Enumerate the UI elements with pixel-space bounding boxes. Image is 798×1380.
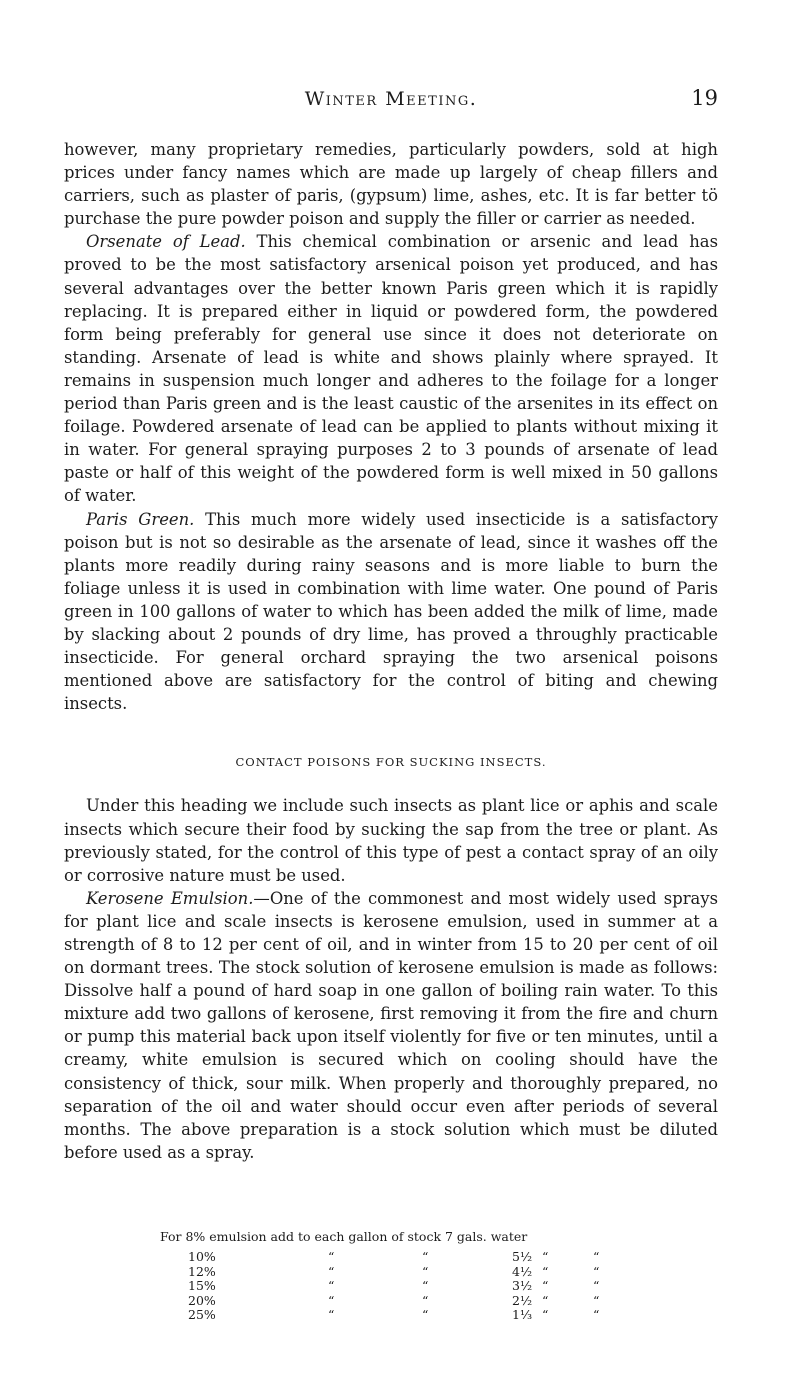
row-gallons: 2½ bbox=[512, 1292, 533, 1308]
row-gallons: 5½ bbox=[512, 1249, 533, 1264]
paragraph-text: This much more widely used insecticide is a satisfactory poison but is not so desirable as the arsenate of lead, since it washes off the plants more readily during rainy seasons and is more liable to burn the foliage unless it is used in combination with lime water. One pound of Paris green in 100 gallons of water to which has been added the milk of lime, made by slacking about 2 pounds of dry lime, has proved a throughly practicable insecticide. For general orchard spraying the two arsenical poisons mentioned above are satisfactory for the control of biting and chewing insects. bbox=[64, 509, 719, 714]
dilution-caption: For 8% emulsion add to each gallon of stock 7 gals. water bbox=[160, 1229, 528, 1244]
paragraph-paris-green bbox=[64, 508, 718, 716]
ditto-mark: “ bbox=[593, 1278, 600, 1293]
ditto-mark: “ bbox=[542, 1249, 549, 1264]
running-title: Winter Meeting. bbox=[304, 88, 478, 110]
section-heading: CONTACT POISONS FOR SUCKING INSECTS. bbox=[235, 755, 547, 770]
ditto-mark: “ bbox=[593, 1249, 600, 1264]
paragraph-powders bbox=[64, 138, 718, 230]
ditto-mark: “ bbox=[422, 1292, 429, 1308]
page-number: 19 bbox=[691, 86, 718, 110]
ditto-mark: “ bbox=[328, 1278, 335, 1293]
row-gallons: 1⅓ bbox=[512, 1307, 533, 1322]
row-percent: 20% bbox=[188, 1292, 216, 1308]
body-text bbox=[64, 138, 718, 1164]
ditto-mark: “ bbox=[593, 1263, 600, 1279]
row-percent: 12% bbox=[188, 1263, 216, 1279]
paragraph-text: Under this heading we include such insects as plant lice or aphis and scale insects which secure their food by sucking the sap from the tree or plant. As previously stated, for the control of this type of pest a contact spray of an oily or corrosive nature must be used. bbox=[64, 796, 718, 885]
ditto-mark: “ bbox=[422, 1263, 429, 1279]
ditto-mark: “ bbox=[422, 1278, 429, 1293]
runin-heading-arsenate-of-lead: Orsenate of Lead. bbox=[86, 232, 246, 252]
paragraph-kerosene-emulsion bbox=[64, 887, 718, 1164]
table-row bbox=[160, 1307, 630, 1322]
ditto-mark: “ bbox=[542, 1278, 549, 1293]
row-percent: 10% bbox=[188, 1249, 216, 1264]
runin-heading-paris-green: Paris Green. bbox=[86, 509, 195, 529]
page-header bbox=[64, 84, 718, 118]
table-row bbox=[160, 1278, 630, 1293]
paragraph-text: This chemical combination or arsenic and lead has proved to be the most satisfactory arsenical poison yet produced, and has several advantages over the better known Paris green which it is rapidly replacing. It is prepared either in liquid or powdered form, the powdered form being preferably for general use since it does not deteriorate on standing. Arsenate of lead is white and shows plainly where sprayed. It remains in suspension much longer and adheres to the foilage for a longer period than Paris green and is the least caustic of the arsenites in its effect on foilage. Powdered arsenate of lead can be applied to plants without mixing it in water. For general spraying purposes 2 to 3 pounds of arsenate of lead paste or half of this weight of the powdered form is well mixed in 50 gallons of water. bbox=[64, 232, 718, 506]
paragraph-arsenate-of-lead bbox=[64, 230, 718, 507]
paragraph-sucking-insects bbox=[64, 794, 718, 886]
row-percent: 25% bbox=[188, 1307, 216, 1322]
table-row bbox=[160, 1264, 630, 1279]
ditto-mark: “ bbox=[593, 1307, 600, 1322]
ditto-mark: “ bbox=[542, 1263, 549, 1279]
paragraph-text: however, many proprietary remedies, particularly powders, sold at high prices under fancy names which are made up largely of cheap fillers and carriers, such as plaster of paris, (gypsum) lime, ashes, etc. It is far better tö purchase the pure powder poison and supply the filler or carrier as needed. bbox=[64, 140, 718, 229]
ditto-mark: “ bbox=[542, 1292, 549, 1308]
table-row bbox=[160, 1249, 630, 1264]
row-gallons: 4½ bbox=[512, 1263, 533, 1279]
ditto-mark: “ bbox=[542, 1307, 549, 1322]
dilution-table bbox=[160, 1229, 630, 1322]
ditto-mark: “ bbox=[422, 1249, 429, 1264]
paragraph-text: —One of the commonest and most widely used sprays for plant lice and scale insects is kerosene emulsion, used in summer at a strength of 8 to 12 per cent of oil, and in winter from 15 to 20 per cent of oil on dormant trees. The stock solution of kerosene emulsion is made as follows: Dissolve half a pound of hard soap in one gallon of boiling rain water. To this mixture add two gallons of kerosene, first removing it from the fire and churn or pump this material back upon itself violently for five or ten minutes, until a creamy, white emulsion is secured which on cooling should have the consistency of thick, sour milk. When properly and thoroughly prepared, no separation of the oil and water should occur even after periods of several months. The above preparation is a stock solution which must be diluted before used as a spray. bbox=[64, 888, 718, 1162]
row-gallons: 3½ bbox=[512, 1278, 533, 1293]
ditto-mark: “ bbox=[593, 1292, 600, 1308]
row-percent: 15% bbox=[188, 1278, 216, 1293]
ditto-mark: “ bbox=[328, 1263, 335, 1279]
ditto-mark: “ bbox=[422, 1307, 429, 1322]
table-row bbox=[160, 1293, 630, 1308]
ditto-mark: “ bbox=[328, 1307, 335, 1322]
runin-heading-kerosene-emulsion: Kerosene Emulsion. bbox=[86, 888, 254, 908]
ditto-mark: “ bbox=[328, 1292, 335, 1308]
ditto-mark: “ bbox=[328, 1249, 335, 1264]
